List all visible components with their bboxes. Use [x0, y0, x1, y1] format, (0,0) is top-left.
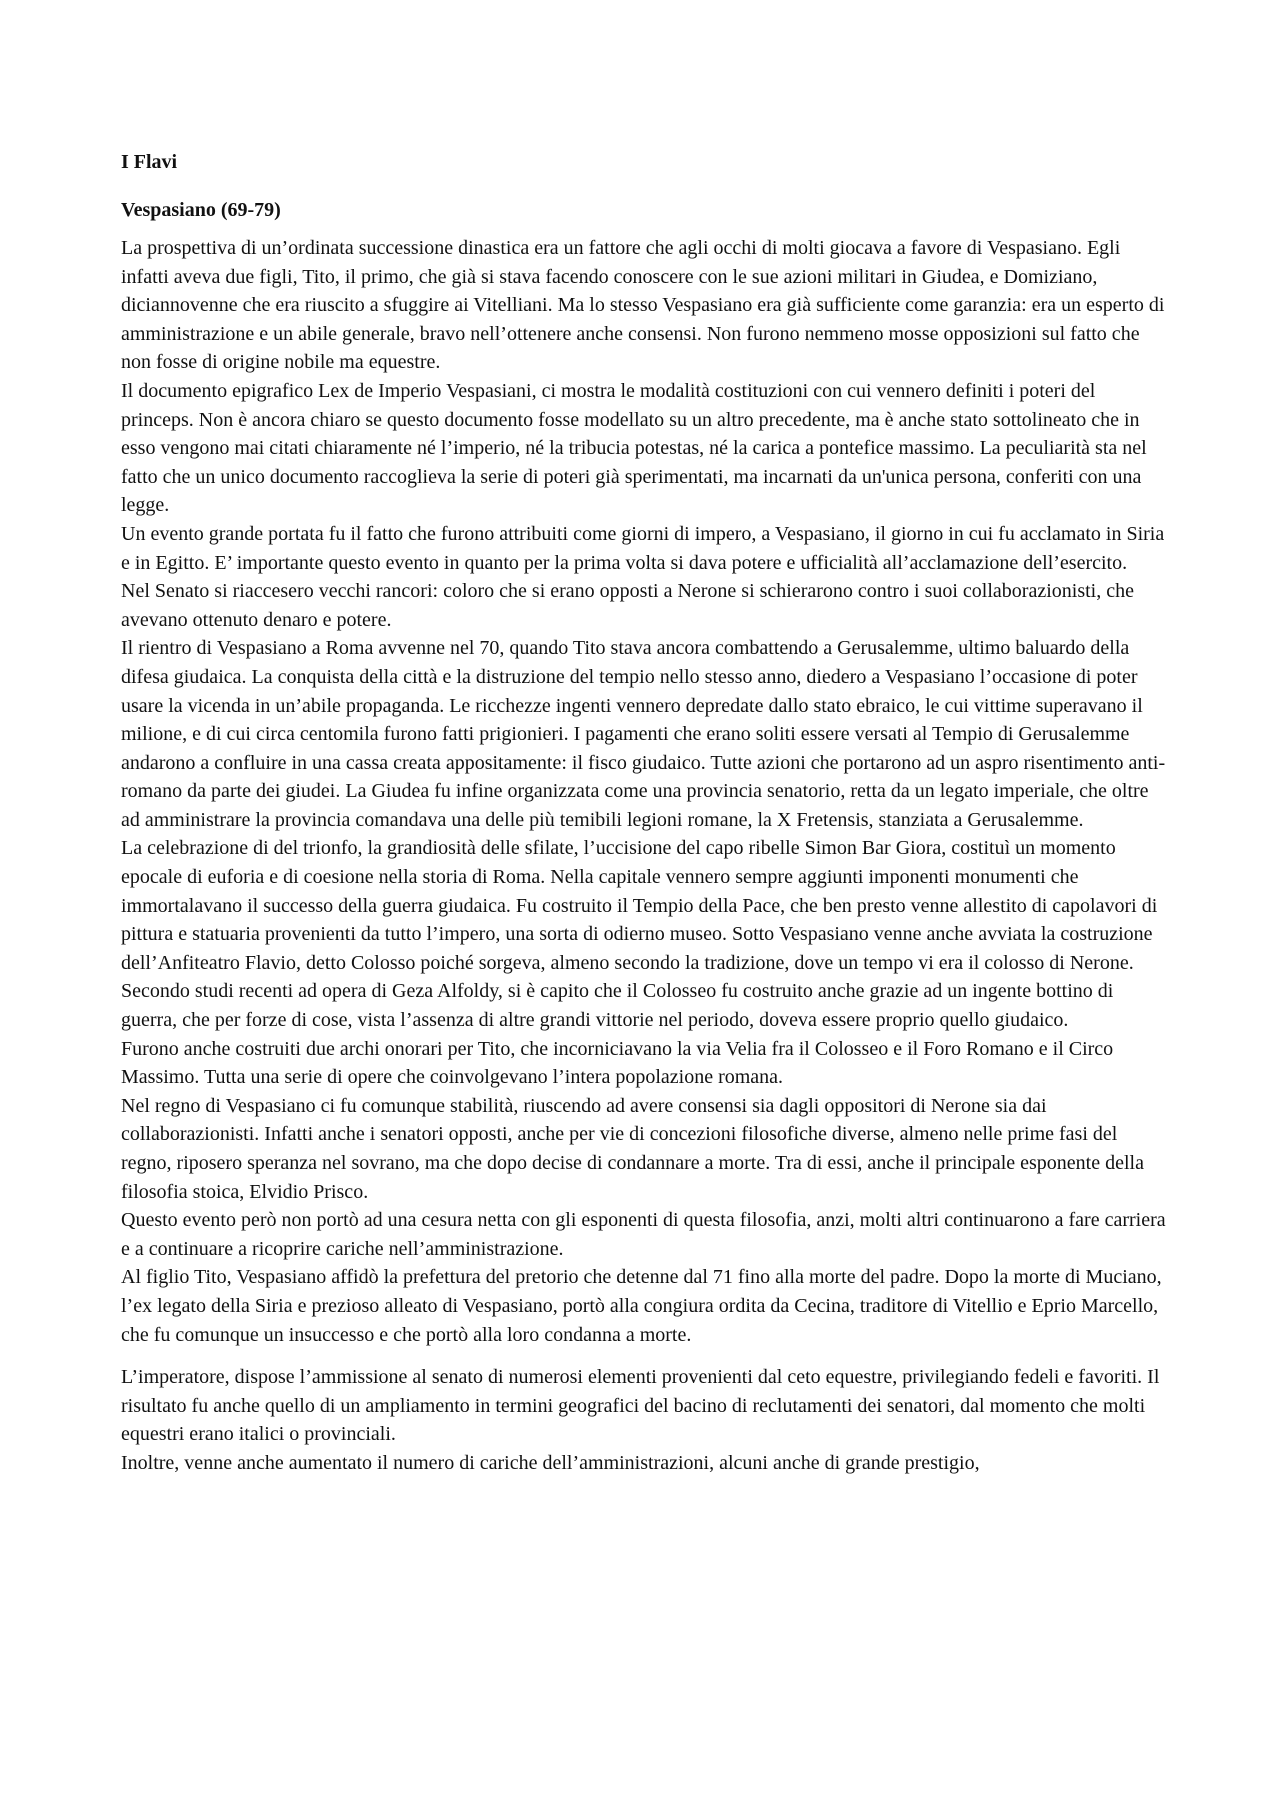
paragraph: Inoltre, venne anche aumentato il numero di cariche dell’amministrazioni, alcuni anche di grande prestigio,: [121, 1451, 980, 1474]
paragraph: Al figlio Tito, Vespasiano affidò la prefettura del pretorio che detenne dal 71 fino alla morte del padre. Dopo la morte di Muciano, l’ex legato della Siria e prezioso alleato di Vespasiano, portò alla congiura ordita da Cecina, traditore di Vitellio e Eprio Marcello, che fu comunque un insuccesso e che portò alla loro condanna a morte.: [121, 1266, 1162, 1346]
paragraph: La celebrazione di del trionfo, la grandiosità delle sfilate, l’uccisione del capo ribelle Simon Bar Giora, costituì un momento epocale di euforia e di coesione nella storia di Roma. Nella capitale vennero sempre aggiunti imponenti monumenti che immortalavano il successo della guerra giudaica. Fu costruito il Tempio della Pace, che ben presto venne allestito di capolavori di pittura e statuaria provenienti da tutto l’impero, una sorta di odierno museo. Sotto Vespasiano venne anche avviata la costruzione dell’Anfiteatro Flavio, detto Colosso poiché sorgeva, almeno secondo la tradizione, dove un tempo vi era il colosso di Nerone. Secondo studi recenti ad opera di Geza Alfoldy, si è capito che il Colosseo fu costruito anche grazie ad un ingente bottino di guerra, che per forze di cose, vista l’assenza di altre grandi vittorie nel periodo, doveva essere proprio quello giudaico.: [121, 837, 1158, 1032]
paragraph: Furono anche costruiti due archi onorari per Tito, che incorniciavano la via Velia fra il Colosseo e il Foro Romano e il Circo Massimo. Tutta una serie di opere che coinvolgevano l’intera popolazione romana.: [121, 1037, 1114, 1089]
paragraph: Il rientro di Vespasiano a Roma avvenne nel 70, quando Tito stava ancora combattendo a Gerusalemme, ultimo baluardo della difesa giudaica. La conquista della città e la distruzione del tempio nello stesso anno, diedero a Vespasiano l’occasione di poter usare la vicenda in un’abile propaganda. Le ricchezze ingenti vennero depredate dallo stato ebraico, le cui vittime superavano il milione, e di cui circa centomila furono fatti prigionieri. I pagamenti che erano soliti essere versati al Tempio di Gerusalemme andarono a confluire in una cassa creata appositamente: il fisco giudaico. Tutte azioni che portarono ad un aspro risentimento anti-romano da parte dei giudei. La Giudea fu infine organizzata come una provincia senatorio, retta da un legato imperiale, che oltre ad amministrare la provincia comandava una delle più temibili legioni romane, la X Fretensis, stanziata a Gerusalemme.: [121, 637, 1166, 831]
paragraph: L’imperatore, dispose l’ammissione al senato di numerosi elementi provenienti dal ceto equestre, privilegiando fedeli e favoriti. Il risultato fu anche quello di un ampliamento in termini geografici del bacino di reclutamenti dei senatori, dal momento che molti equestri erano italici o provinciali.: [121, 1366, 1160, 1446]
paragraph-gap: [121, 1349, 1166, 1363]
paragraph: Un evento grande portata fu il fatto che furono attribuiti come giorni di impero, a Vespasiano, il giorno in cui fu acclamato in Siria e in Egitto. E’ importante questo evento in quanto per la prima volta si dava potere e ufficialità all’acclamazione dell’esercito.: [121, 522, 1165, 574]
paragraph: La prospettiva di un’ordinata successione dinastica era un fattore che agli occhi di molti giocava a favore di Vespasiano. Egli infatti aveva due figli, Tito, il primo, che già si stava facendo conoscere con le sue azioni militari in Giudea, e Domiziano, diciannovenne che era riuscito a sfuggire ai Vitelliani. Ma lo stesso Vespasiano era già sufficiente come garanzia: era un esperto di amministrazione e un abile generale, bravo nell’ottenere anche consensi. Non furono nemmeno mosse opposizioni sul fatto che non fosse di origine nobile ma equestre.: [121, 237, 1165, 374]
section-heading: Vespasiano (69-79): [121, 199, 281, 221]
paragraph: Il documento epigrafico Lex de Imperio Vespasiani, ci mostra le modalità costituzioni con cui vennero definiti i poteri del princeps. Non è ancora chiaro se questo documento fosse modellato su un altro precedente, ma è anche stato sottolineato che in esso vengono mai citati chiaramente né l’imperio, né la tribucia potestas, né la carica a pontefice massimo. La peculiarità sta nel fatto che un unico documento raccoglieva la serie di poteri già sperimentati, ma incarnati da un'unica persona, conferiti con una legge.: [121, 379, 1147, 517]
paragraph: Nel regno di Vespasiano ci fu comunque stabilità, riuscendo ad avere consensi sia dagli oppositori di Nerone sia dai collaborazionisti. Infatti anche i senatori opposti, anche per vie di concezioni filosofiche diverse, almeno nelle prime fasi del regno, riposero speranza nel sovrano, ma che dopo decise di condannare a morte. Tra di essi, anche il principale esponente della filosofia stoica, Elvidio Prisco.: [121, 1094, 1144, 1203]
document-body: [121, 148, 1166, 1478]
paragraph: Questo evento però non portò ad una cesura netta con gli esponenti di questa filosofia, anzi, molti altri continuarono a fare carriera e a continuare a ricoprire cariche nell’amministrazione.: [121, 1209, 1166, 1260]
document-title: I Flavi: [121, 151, 178, 173]
paragraph: Nel Senato si riaccesero vecchi rancori: coloro che si erano opposti a Nerone si schierarono contro i suoi collaborazionisti, che avevano ottenuto denaro e potere.: [121, 580, 1134, 631]
